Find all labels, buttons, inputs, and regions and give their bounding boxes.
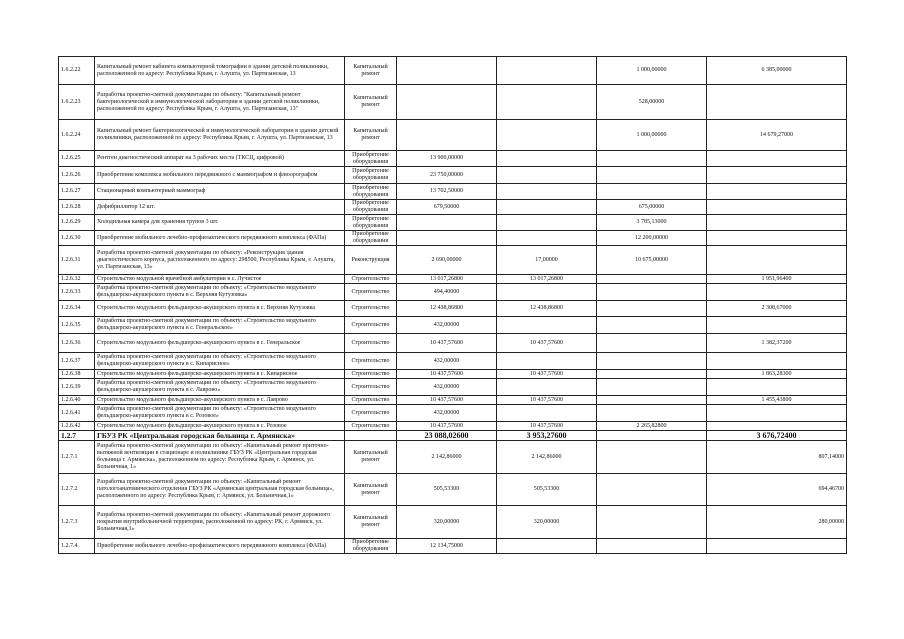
table-row: [59, 334, 847, 353]
row-number: 1.2.6.30: [59, 231, 95, 246]
row-description: Разработка проектно-сметной документации по объекту: "Капитальный ремонт бактериологической и иммунологической лаборатории в здании детской поликлиники, расположенной по адресу: Республика Крым, г. Алушта, ул. Партизанская, 13": [95, 85, 345, 120]
row-value-col3: [597, 167, 707, 184]
row-value-col1: 10 437,57600: [397, 396, 497, 405]
row-value-col4: 6 385,00000: [707, 57, 847, 85]
table-row: [59, 200, 847, 215]
row-number: 1.2.6.27: [59, 184, 95, 200]
row-number: 1.2.6.41: [59, 405, 95, 422]
row-description: Разработка проектно-сметной документации по объекту: «Строительство модульного фельдшерско-акушерского пункта в с. Лаврово»: [95, 379, 345, 396]
table-row: [59, 57, 847, 85]
row-number: 1.2.6.40: [59, 396, 95, 405]
row-work-type: Строительство: [345, 301, 397, 317]
row-value-col1: 10 437,57600: [397, 422, 497, 431]
row-value-col4: [707, 405, 847, 422]
row-value-col1: 23 088,02600: [397, 431, 497, 441]
row-value-col3: 1 000,00000: [597, 120, 707, 151]
row-work-type: Строительство: [345, 370, 397, 379]
row-description: Разработка проектно-сметной документации по объекту: «Строительство модульного фельдшерско-акушерского пункта в с. Генеральское»: [95, 317, 345, 334]
row-value-col4: 1 951,96400: [707, 275, 847, 284]
row-value-col4: [707, 167, 847, 184]
row-value-col2: 13 017,26800: [497, 275, 597, 284]
row-value-col1: 494,40000: [397, 284, 497, 301]
row-value-col4: [707, 353, 847, 370]
row-work-type: Капитальный ремонт: [345, 506, 397, 539]
row-number: 1.2.7.3: [59, 506, 95, 539]
row-value-col1: 505,53300: [397, 474, 497, 506]
row-value-col3: [597, 284, 707, 301]
row-value-col2: [497, 167, 597, 184]
row-value-col4: [707, 379, 847, 396]
table-row: [59, 167, 847, 184]
row-value-col2: [497, 231, 597, 246]
row-value-col3: 675,00000: [597, 200, 707, 215]
row-value-col4: 14 679,27000: [707, 120, 847, 151]
row-number: 1.6.2.24: [59, 120, 95, 151]
row-value-col2: 12 438,86800: [497, 301, 597, 317]
row-number: 1.2.6.42: [59, 422, 95, 431]
row-value-col3: [597, 370, 707, 379]
table-row: [59, 441, 847, 474]
row-value-col3: [597, 474, 707, 506]
row-work-type: Строительство: [345, 317, 397, 334]
table-row: [59, 506, 847, 539]
row-value-col2: 17,00000: [497, 246, 597, 275]
table-row: [59, 215, 847, 231]
row-work-type: Строительство: [345, 353, 397, 370]
row-description: Разработка проектно-сметной документации по объекту: «Строительство модульного фельдшерско-акушерского пункта в с. Розовое»: [95, 405, 345, 422]
row-value-col3: [597, 275, 707, 284]
row-value-col3: [597, 396, 707, 405]
row-value-col2: [497, 539, 597, 554]
row-number: 1.2.7.2: [59, 474, 95, 506]
row-value-col3: 2 265,82800: [597, 422, 707, 431]
row-value-col2: 3 953,27600: [497, 431, 597, 441]
row-value-col3: [597, 379, 707, 396]
row-number: 1.2.7.4: [59, 539, 95, 554]
table-row: [59, 120, 847, 151]
row-work-type: [345, 431, 397, 441]
row-value-col4: 1 382,37200: [707, 334, 847, 353]
row-work-type: Строительство: [345, 422, 397, 431]
row-value-col3: [597, 184, 707, 200]
row-value-col4: 807,14000: [707, 441, 847, 474]
row-value-col4: [707, 184, 847, 200]
row-description: Разработка проектно-сметной документации по объекту: «Капитальный ремонт патологоанатомического отделения ГБУЗ РК «Армянская центральная городская больница», расположенного по адресу: Республика Крым, г. Армянск, ул. Больничная,1»: [95, 474, 345, 506]
table-row: [59, 246, 847, 275]
row-value-col1: 432,00000: [397, 353, 497, 370]
row-value-col1: 432,00000: [397, 405, 497, 422]
row-value-col3: 12 200,00000: [597, 231, 707, 246]
row-value-col1: [397, 57, 497, 85]
row-description: ГБУЗ РК «Центральная городская больница г. Армянска»: [95, 431, 345, 441]
row-value-col1: 10 437,57600: [397, 334, 497, 353]
row-number: 1.2.6.39: [59, 379, 95, 396]
table-row: [59, 431, 847, 441]
row-value-col1: 432,00000: [397, 317, 497, 334]
row-number: 1.2.6.38: [59, 370, 95, 379]
table-row: [59, 184, 847, 200]
row-number: 1.2.6.31: [59, 246, 95, 275]
table-row: [59, 151, 847, 167]
row-value-col1: 13 702,50000: [397, 184, 497, 200]
row-work-type: Капитальный ремонт: [345, 57, 397, 85]
row-value-col4: [707, 151, 847, 167]
row-value-col2: [497, 200, 597, 215]
row-value-col1: [397, 231, 497, 246]
row-description: Дефибриллятор 12 шт.: [95, 200, 345, 215]
row-value-col3: [597, 431, 707, 441]
row-work-type: Капитальный ремонт: [345, 120, 397, 151]
row-number: 1.2.6.34: [59, 301, 95, 317]
table-row: [59, 284, 847, 301]
row-value-col1: 13 900,00000: [397, 151, 497, 167]
row-description: Разработка проектно-сметной документации по объекту: «Строительство модульного фельдшерско-акушерского пункта в с. Кипарисное»: [95, 353, 345, 370]
row-value-col1: 12 134,75000: [397, 539, 497, 554]
row-value-col4: 694,46700: [707, 474, 847, 506]
row-value-col2: 10 437,57600: [497, 334, 597, 353]
row-description: Приобретение комплекса мобильного передвижного с маммографом и флюорографом: [95, 167, 345, 184]
table-row: [59, 85, 847, 120]
row-work-type: Реконструкция: [345, 246, 397, 275]
row-work-type: Приобретение оборудования: [345, 167, 397, 184]
row-value-col1: 13 017,26800: [397, 275, 497, 284]
row-value-col3: [597, 441, 707, 474]
row-description: Строительство модульного фельдшерско-акушерского пункта в с. Генеральское: [95, 334, 345, 353]
row-description: Разработка проектно-сметной документации по объекту: «Реконструкция здания диагностического корпуса, расположенного по адресу: 298500, Республика Крым, г. Алушта, ул. Партизанская, 13»: [95, 246, 345, 275]
row-value-col3: [597, 151, 707, 167]
row-number: 1.2.6.25: [59, 151, 95, 167]
row-value-col4: [707, 422, 847, 431]
row-value-col2: 320,00000: [497, 506, 597, 539]
row-work-type: Приобретение оборудования: [345, 539, 397, 554]
row-description: Разработка проектно-сметной документации по объекту: «Строительство модульного фельдшерско-акушерского пункта в с. Верхняя Кутузовка»: [95, 284, 345, 301]
row-description: Строительство модульного фельдшерско-акушерского пункта в с. Верхняя Кутузовка: [95, 301, 345, 317]
row-description: Разработка проектно-сметной документации по объекту: «Капитальный ремонт приточно-вытяжной вентиляции в стационаре и поликлинике ГБУЗ РК «Центральная городская больница г. Армянска», расположенном по адресу: Республика Крым, г. Армянск, ул. Больничная, 1»: [95, 441, 345, 474]
row-description: Строительство модульного фельдшерско-акушерского пункта в с. Кипарисное: [95, 370, 345, 379]
row-value-col4: [707, 246, 847, 275]
row-value-col4: 1 863,28300: [707, 370, 847, 379]
row-value-col2: 10 437,57600: [497, 422, 597, 431]
table-row: [59, 275, 847, 284]
row-value-col4: [707, 231, 847, 246]
row-number: 1.2.6.35: [59, 317, 95, 334]
row-value-col3: [597, 334, 707, 353]
row-number: 1.2.7: [59, 431, 95, 441]
table-row: [59, 405, 847, 422]
row-number: 1.2.6.26: [59, 167, 95, 184]
row-value-col2: [497, 184, 597, 200]
row-work-type: Строительство: [345, 275, 397, 284]
table-row: [59, 231, 847, 246]
row-value-col4: 3 676,72400: [707, 431, 847, 441]
row-description: Холодильная камера для хранения трупов 3 шт.: [95, 215, 345, 231]
table-row: [59, 474, 847, 506]
row-description: Приобретение мобильного лечебно-профилактического передвижного комплекса (ФАПа): [95, 539, 345, 554]
row-value-col4: [707, 215, 847, 231]
row-work-type: Приобретение оборудования: [345, 151, 397, 167]
table-body: [59, 57, 847, 554]
row-value-col4: [707, 317, 847, 334]
table-row: [59, 396, 847, 405]
row-work-type: Строительство: [345, 396, 397, 405]
row-value-col2: [497, 120, 597, 151]
row-work-type: Капитальный ремонт: [345, 85, 397, 120]
row-value-col1: 23 750,00000: [397, 167, 497, 184]
row-value-col4: 1 455,43800: [707, 396, 847, 405]
row-number: 1.2.6.32: [59, 275, 95, 284]
row-value-col3: [597, 506, 707, 539]
row-value-col2: 505,53300: [497, 474, 597, 506]
row-description: Строительство модульной врачебной амбулатории в с. Лучистое: [95, 275, 345, 284]
row-value-col3: 528,00000: [597, 85, 707, 120]
row-value-col2: 2 142,86000: [497, 441, 597, 474]
row-value-col2: [497, 57, 597, 85]
row-value-col4: [707, 539, 847, 554]
row-number: 1.2.6.36: [59, 334, 95, 353]
row-description: Строительство модульного фельдшерско-акушерского пункта в с. Лаврово: [95, 396, 345, 405]
row-value-col2: [497, 85, 597, 120]
table-row: [59, 317, 847, 334]
row-number: 1.2.6.28: [59, 200, 95, 215]
row-value-col3: 3 785,13000: [597, 215, 707, 231]
row-number: 1.2.6.37: [59, 353, 95, 370]
table-row: [59, 353, 847, 370]
budget-table: [58, 56, 847, 554]
row-value-col2: [497, 151, 597, 167]
row-work-type: Приобретение оборудования: [345, 231, 397, 246]
row-number: 1.2.6.33: [59, 284, 95, 301]
row-work-type: Строительство: [345, 379, 397, 396]
row-value-col2: [497, 405, 597, 422]
row-description: Разработка проектно-сметной документации по объекту: «Капитальный ремонт дорожного покрытия внутрибольничной территории, расположенной по адресу: РК, г. Армянск, ул. Больничная,1»: [95, 506, 345, 539]
row-value-col1: 10 437,57600: [397, 370, 497, 379]
row-value-col2: [497, 353, 597, 370]
row-value-col3: [597, 317, 707, 334]
row-work-type: Приобретение оборудования: [345, 200, 397, 215]
row-description: Рентген диагностический аппарат на 3 рабочих места (ТКСЦ, цифровой): [95, 151, 345, 167]
row-value-col4: [707, 85, 847, 120]
row-value-col3: [597, 539, 707, 554]
row-number: 1.6.2.22: [59, 57, 95, 85]
row-description: Строительство модульного фельдшерско-акушерского пункта в с. Розовое: [95, 422, 345, 431]
row-value-col1: 679,50000: [397, 200, 497, 215]
row-value-col4: [707, 200, 847, 215]
row-value-col1: 432,00000: [397, 379, 497, 396]
row-work-type: Приобретение оборудования: [345, 215, 397, 231]
row-work-type: Строительство: [345, 284, 397, 301]
row-number: 1.2.7.1: [59, 441, 95, 474]
table-row: [59, 379, 847, 396]
row-description: Капитальный ремонт бактериологической и иммунологической лаборатории в здании детской поликлиники, расположенной по адресу: Республика Крым, г. Алушта, ул. Партизанская, 13: [95, 120, 345, 151]
row-work-type: Строительство: [345, 405, 397, 422]
row-value-col4: 280,00000: [707, 506, 847, 539]
row-value-col1: [397, 85, 497, 120]
row-value-col2: [497, 215, 597, 231]
row-value-col1: [397, 215, 497, 231]
row-value-col2: [497, 284, 597, 301]
table-row: [59, 301, 847, 317]
row-value-col3: [597, 405, 707, 422]
row-value-col1: 2 690,00000: [397, 246, 497, 275]
row-value-col3: [597, 353, 707, 370]
row-description: Капитальный ремонт кабинета компьютерной томографии в здании детской поликлиники, расположенной по адресу: Республика Крым, г. Алушта, ул. Партизанская, 13: [95, 57, 345, 85]
row-value-col1: 12 438,86800: [397, 301, 497, 317]
row-value-col2: 10 437,57600: [497, 396, 597, 405]
row-work-type: Приобретение оборудования: [345, 184, 397, 200]
row-number: 1.6.2.23: [59, 85, 95, 120]
row-work-type: Капитальный ремонт: [345, 474, 397, 506]
row-value-col1: 2 142,86000: [397, 441, 497, 474]
row-value-col3: 10 675,00000: [597, 246, 707, 275]
row-description: Приобретение мобильного лечебно-профилактического передвижного комплекса (ФАПа): [95, 231, 345, 246]
row-work-type: Капитальный ремонт: [345, 441, 397, 474]
row-work-type: Строительство: [345, 334, 397, 353]
row-value-col2: [497, 379, 597, 396]
row-value-col1: 320,00000: [397, 506, 497, 539]
row-value-col1: [397, 120, 497, 151]
row-value-col4: [707, 284, 847, 301]
row-value-col2: [497, 317, 597, 334]
row-value-col3: [597, 301, 707, 317]
row-value-col4: 2 308,67000: [707, 301, 847, 317]
row-value-col2: 10 437,57600: [497, 370, 597, 379]
row-description: Стационарный компьютерный маммограф: [95, 184, 345, 200]
row-value-col3: 1 000,00000: [597, 57, 707, 85]
row-number: 1.2.6.29: [59, 215, 95, 231]
table-row: [59, 370, 847, 379]
table-row: [59, 422, 847, 431]
table-row: [59, 539, 847, 554]
